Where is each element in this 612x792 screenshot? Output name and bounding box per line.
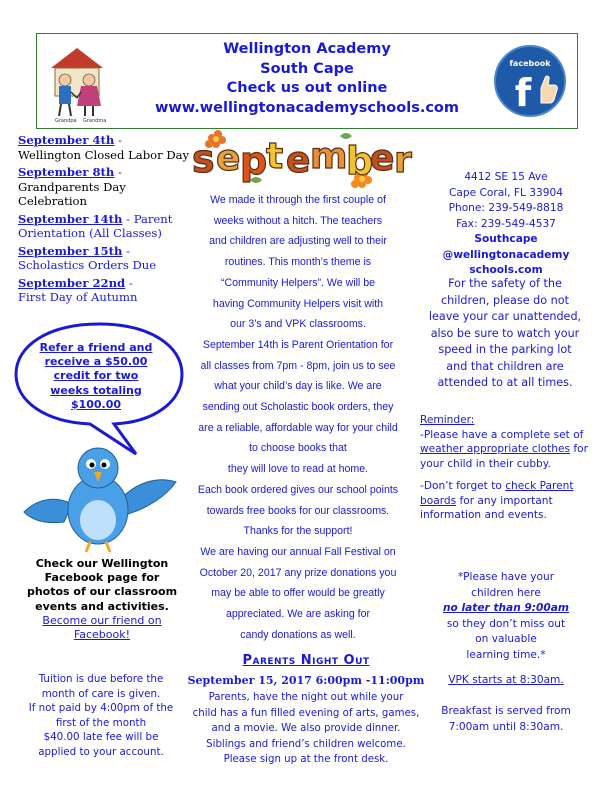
fb-note-line: Facebook page for	[44, 571, 160, 585]
become-friend-link[interactable]: Facebook!	[73, 628, 131, 642]
event-date: September 8th	[18, 165, 115, 179]
address-line: Cape Coral, FL 33904	[449, 186, 563, 199]
referral-offer	[34, 341, 158, 412]
breakfast-notice	[424, 704, 588, 735]
body-line: appreciated. We are asking for	[225, 608, 371, 621]
grandpa-label: Grandpa	[55, 118, 77, 124]
bluebird-icon	[16, 438, 180, 556]
reminder-text: for any important information and events.	[420, 494, 553, 521]
breakfast-line: 7:00am until 8:30am.	[448, 720, 564, 733]
body-line: having Community Helpers visit with	[212, 297, 384, 310]
tuition-line: applied to your account.	[38, 745, 164, 758]
tuition-line: first of the month	[55, 716, 147, 729]
event-dash: -	[114, 133, 122, 147]
referral-line: Refer a friend and	[39, 341, 153, 354]
body-line: September 14th is Parent Orientation for	[202, 338, 394, 351]
safety-line: speed in the parking lot	[438, 343, 572, 356]
body-line: weeks without a hitch. The teachers	[213, 214, 383, 227]
reminder-text: for your child in their cubby.	[420, 443, 588, 470]
body-line: Each book ordered gives our school points	[197, 483, 399, 496]
art-letter: s	[192, 137, 215, 181]
arrival-line: so they don’t miss out	[446, 617, 566, 630]
weather-clothes-link: weather appropriate clothes	[420, 443, 571, 455]
safety-line: For the safety of the	[448, 277, 562, 290]
fb-note-line: photos of our classroom	[26, 585, 178, 599]
event-item	[18, 212, 198, 241]
body-line: are a reliable, affordable way for your child	[198, 421, 398, 434]
newsletter-body	[178, 190, 418, 645]
email-line: schools.com	[469, 264, 543, 276]
art-letter: e	[370, 138, 395, 179]
art-letter: e	[216, 138, 241, 179]
event-text: First Day of Autumn	[18, 290, 138, 304]
reminder-box	[420, 413, 590, 531]
fb-note-line: events and activities.	[35, 599, 169, 613]
event-text: Wellington Closed Labor Day	[18, 147, 190, 162]
body-line: they will love to read at home.	[227, 463, 369, 476]
safety-line: attended to at all times.	[437, 376, 573, 389]
event-item	[18, 276, 198, 305]
parents-night-body	[186, 690, 426, 768]
event-date: September 14th	[18, 211, 123, 226]
body-line: We made it through the first couple of	[210, 194, 386, 206]
arrival-line: on valuable	[475, 633, 537, 646]
check-online: Check us out online	[226, 80, 388, 96]
facebook-note	[22, 557, 182, 642]
facebook-f: f	[514, 71, 532, 115]
body-line: We are having our annual Fall Festival on	[200, 545, 396, 558]
body-line: to choose books that	[249, 442, 347, 455]
reminder-clothes	[420, 428, 590, 472]
reminder-boards	[420, 479, 590, 523]
body-line: and children are adjusting well to their	[209, 235, 387, 248]
art-letter: r	[394, 140, 412, 181]
header-box	[36, 33, 578, 129]
tuition-line: Tuition is due before the	[38, 673, 164, 685]
fax: Fax: 239-549-4537	[456, 217, 556, 230]
body-line: may be able to offer would be greatly	[211, 587, 385, 600]
address-line: 4412 SE 15 Ave	[464, 171, 548, 183]
event-text: Grandparents Day Celebration	[18, 179, 126, 208]
body-line: “Community Helpers”. We will be	[220, 276, 376, 289]
art-letter: e	[286, 140, 311, 181]
event-item	[18, 165, 198, 209]
parents-night-date: September 15, 2017 6:00pm -11:00pm	[187, 674, 425, 687]
reminder-text: -Please have a complete set of	[420, 428, 584, 441]
event-date: September 15th	[18, 243, 123, 258]
body-line: October 20, 2017 any prize donations you	[199, 566, 397, 579]
event-dash: -	[122, 243, 131, 258]
event-item	[18, 244, 198, 273]
fb-note-line: Check our Wellington	[35, 557, 169, 570]
safety-line: also be sure to watch your	[430, 326, 580, 340]
safety-line: and that children are	[446, 359, 564, 373]
pno-line: and a movie. We also provide dinner.	[211, 723, 401, 734]
event-dash: - Parent	[122, 211, 173, 226]
arrival-notice	[424, 570, 588, 664]
arrival-line: *Please have your	[457, 571, 555, 583]
pno-line: Parents, have the night out while your	[208, 692, 404, 703]
event-dash: -	[114, 165, 122, 179]
reminder-text: -Don’t forget to	[420, 480, 506, 492]
september-title-art	[190, 128, 420, 190]
safety-line: leave your car unattended,	[428, 310, 582, 323]
body-line: Thanks for the support!	[243, 525, 353, 538]
website-link[interactable]: www.wellingtonacademyschools.com	[154, 99, 459, 116]
email-line: @wellingtonacademy	[442, 248, 570, 261]
vpk-start-time: VPK starts at 8:30am.	[448, 674, 564, 686]
referral-line: credit for two	[53, 369, 139, 383]
event-text: Scholastics Orders Due	[18, 258, 157, 272]
art-letter: p	[240, 139, 268, 183]
tuition-line: $40.00 late fee will be	[43, 731, 159, 743]
email-line: Southcape	[474, 233, 538, 245]
body-line: routines. This month’s theme is	[224, 256, 372, 269]
event-date: September 4th	[18, 133, 115, 147]
facebook-logo-icon[interactable]	[493, 44, 567, 118]
breakfast-line: Breakfast is served from	[441, 705, 571, 717]
event-date: September 22nd	[18, 275, 126, 290]
body-line: all classes from 7pm - 8pm, join us to see	[200, 359, 396, 372]
safety-notice	[424, 276, 586, 392]
event-text: Orientation (All Classes)	[18, 226, 162, 240]
phone: Phone: 239-549-8818	[448, 202, 564, 214]
tuition-notice	[16, 672, 186, 759]
art-letter: b	[346, 139, 374, 183]
reminder-heading: Reminder:	[420, 414, 475, 426]
referral-line: receive a $50.00	[44, 355, 148, 369]
pno-line: Siblings and friend’s children welcome.	[206, 738, 406, 750]
referral-line: weeks totaling	[50, 383, 142, 397]
event-item	[18, 133, 198, 162]
school-address	[424, 170, 588, 279]
body-line: sending out Scholastic book orders, they	[202, 401, 394, 414]
tuition-line: month of care is given.	[41, 687, 161, 700]
body-line: towards free books for our classrooms.	[206, 504, 390, 517]
pno-line: child has a fun filled evening of arts, games,	[192, 707, 420, 719]
campus-name: South Cape	[260, 60, 354, 77]
body-line: what your child’s day is like. We are	[214, 380, 382, 393]
art-letter: t	[266, 136, 284, 177]
arrival-deadline: no later than 9:00am	[443, 602, 569, 615]
tuition-line: If not paid by 4:00pm of the	[28, 702, 174, 714]
become-friend-link[interactable]: Become our friend on	[42, 613, 162, 627]
event-dash: -	[125, 275, 133, 290]
parent-boards-link: check Parent boards	[420, 480, 574, 507]
safety-line: children, please do not	[440, 293, 570, 307]
facebook-word: facebook	[509, 59, 551, 68]
body-line: candy donations as well.	[240, 628, 356, 641]
referral-line: $100.00	[70, 397, 122, 411]
events-list	[18, 133, 198, 308]
school-name: Wellington Academy	[223, 41, 391, 57]
parents-night-title: Parents Night Out	[242, 653, 370, 668]
arrival-line: learning time.*	[466, 648, 546, 661]
art-letter: m	[310, 136, 348, 177]
body-line: our 3’s and VPK classrooms.	[230, 318, 366, 331]
arrival-line: children here	[471, 586, 541, 599]
grandma-label: Grandma	[83, 118, 107, 124]
pno-line: Please sign up at the front desk.	[223, 754, 389, 765]
